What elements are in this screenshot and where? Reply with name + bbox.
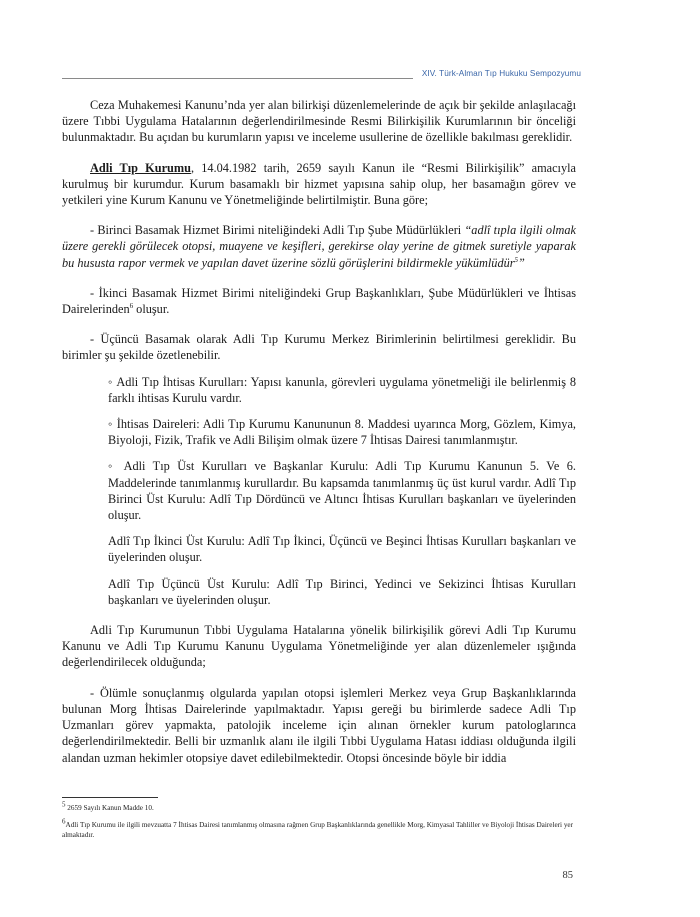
unit-ikinci-ust-kurul: Adlî Tıp İkinci Üst Kurulu: Adlî Tıp İkinci, Üçüncü ve Beşinci İhtisas Kurulları başkanları ve üyelerinden oluşur. [108, 534, 576, 565]
page-number: 85 [562, 870, 573, 881]
body-text [62, 97, 576, 766]
header-rule [62, 78, 413, 79]
footnote-ref-5: 5 [514, 255, 519, 264]
second-tier-text: - İkinci Basamak Hizmet Birimi niteliğindeki Grup Başkanlıkları, Şube Müdürlükleri ve İhtisas Dairelerinden [62, 285, 576, 317]
unit-ust-kurullar: ◦ Adli Tıp Üst Kurulları ve Başkanlar Kurulu: Adli Tıp Kurumu Kanunun 5. Ve 6. Maddelerinde tanımlanmış kurullardır. Bu kapsamda tanımlanmış üç üst kurul vardır. Adlî Tıp Birinci Üst Kurulu: Adlî Tıp Dördüncü ve Altıncı İhtisas Kurulları başkanları ve üyelerinden oluşur. [108, 459, 576, 523]
autopsy-paragraph: - Ölümle sonuçlanmış olgularda yapılan otopsi işlemleri Merkez veya Grup Başkanlıklarında bulunan Morg İhtisas Dairelerinde yapılmaktadır. Yapısı gereği bu birimlerde sadece Adli Tıp Uzmanları görev yapmakta, patolojik inceleme için alınan örnekler kurum patologlarınca değerlendirilmektedir. Belli bir uzmanlık alanı ile ilgili Tıbbi Uygulama Hatası iddiası olduğunda ilgili alandan uzman hekimler otopsiye davet edilebilmektedir. Otopsi öncesinde böyle bir iddia [62, 685, 576, 765]
intro-paragraph: Ceza Muhakemesi Kanunu’nda yer alan bilirkişi düzenlemelerinde de açık bir şekilde anlaşılacağı üzere Tıbbi Uygulama Hatalarının değerlendirilmesinde Resmi Bilirkişilik Kurumlarının bir önceliği bulunmaktadır. Bu açıdan bu kurumların yapısı ve inceleme usullerine de özellikle bakılması gereklidir. [62, 98, 576, 145]
atk-paragraph [62, 160, 576, 209]
footnote-mark: 5 [62, 800, 66, 809]
third-tier-paragraph: - Üçüncü Basamak olarak Adli Tıp Kurumu Merkez Birimlerinin belirtilmesi gereklidir. Bu birimler şu şekilde özetlenebilir. [62, 332, 576, 363]
first-tier-paragraph [62, 222, 576, 271]
second-tier-paragraph [62, 285, 576, 317]
atk-text: , 14.04.1982 tarih, 2659 sayılı Kanun ile “Resmi Bilirkişilik” amacıyla kurulmuş bir kurumdur. Kurum basamaklı bir hizmet yapısına sahip olup, her basamağın görev ve yetkileri yine Kurum Kanunu ve Yönetmeliğinde belirtilmiştir. Buna göre; [62, 160, 576, 208]
footnote-6 [62, 817, 576, 840]
first-tier-plain: - Birinci Basamak Hizmet Birimi niteliğindeki Adli Tıp Şube Müdürlükleri [90, 223, 465, 238]
atk-heading: Adli Tıp Kurumu [90, 160, 191, 175]
footnote-ref-6: 6 [129, 301, 134, 310]
unit-kurullar: ◦ Adli Tıp İhtisas Kurulları: Yapısı kanunla, görevleri uygulama yönetmeliği ile belirlenmiş 8 farklı ihtisas Kurulu vardır. [108, 374, 576, 405]
footnote-rule [62, 797, 158, 798]
second-tier-end: oluşur. [133, 302, 170, 317]
first-tier-quote: “adlî tıpla ilgili olmak üzere gerekli görülecek otopsi, muayene ve keşifleri, gerekirse olay yerine de gitmek suretiyle yaparak bu hususta rapor vermek ve yapılan davet üzerine sözlü görüşlerini bildirmekle yükümlüdür [62, 223, 576, 270]
footnote-text: Adli Tıp Kurumu ile ilgili mevzuatta 7 İhtisas Dairesi tanımlanmış olmasına rağmen Grup Başkanlıklarında genellikle Morg, Kimyasal Tahliller ve Biyoloji İhtisas Daireleri yer almaktadır. [62, 821, 573, 839]
unit-daireler: ◦ İhtisas Daireleri: Adli Tıp Kurumu Kanununun 8. Maddesi uyarınca Morg, Gözlem, Kimya, Biyoloji, Fizik, Trafik ve Adli Bilişim olmak üzere 7 İhtisas Dairesi tanımlanmıştır. [108, 417, 576, 448]
first-tier-close: ” [518, 255, 525, 270]
footnote-mark: 6 [62, 817, 66, 826]
unit-ucuncu-ust-kurul: Adlî Tıp Üçüncü Üst Kurulu: Adlî Tıp Birinci, Yedinci ve Sekizinci İhtisas Kurulları başkanları ve üyelerinden oluşur. [108, 576, 576, 607]
duty-paragraph: Adli Tıp Kurumunun Tıbbi Uygulama Hatalarına yönelik bilirkişilik görevi Adli Tıp Kurumu Kanunu ve Adli Tıp Kurumu Kanunu Uygulama Yönetmeliğinde yer alan düzenlemeler ışığında değerlendirilecek olduğunda; [62, 623, 576, 670]
footnote-text: 2659 Sayılı Kanun Madde 10. [65, 804, 154, 812]
footnote-5 [62, 800, 576, 813]
running-header: XIV. Türk-Alman Tıp Hukuku Sempozyumu [421, 69, 581, 78]
